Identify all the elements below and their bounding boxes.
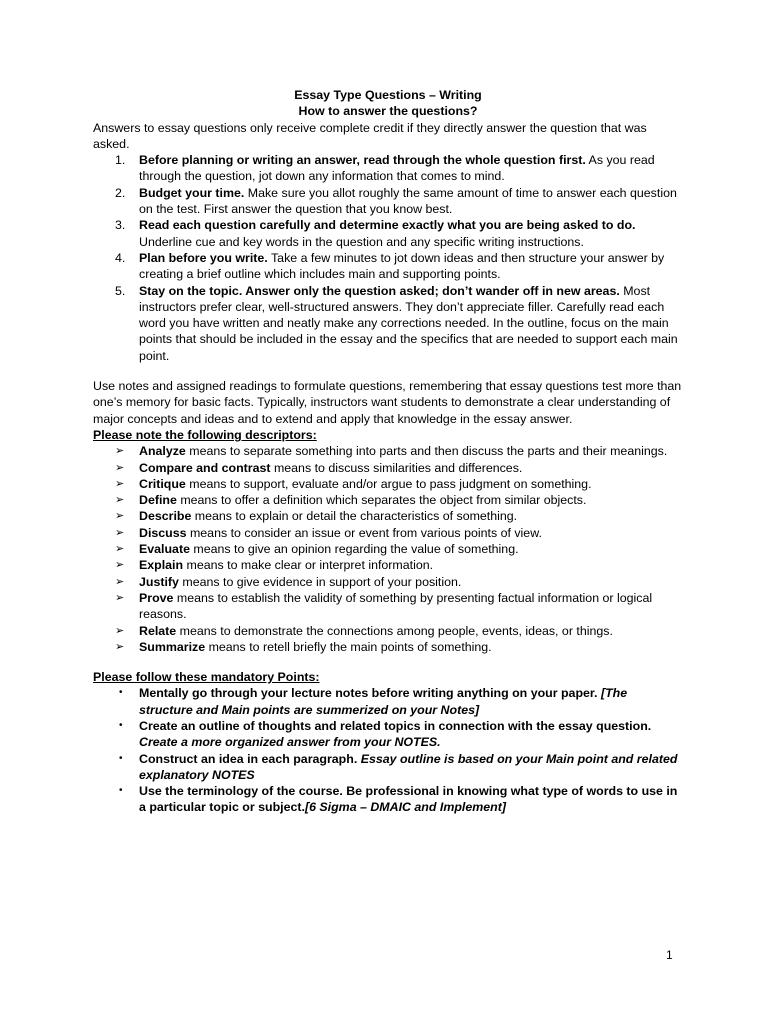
bullet-icon: • [119,687,123,699]
list-item [93,685,683,718]
step-text: As you read through the question, jot down any information that comes to mind. [139,153,655,184]
descriptor-term: Analyze [139,444,186,459]
list-item [93,476,683,492]
list-item [93,557,683,573]
page-number: 1 [666,948,673,962]
list-item [93,217,683,250]
step-text: Underline cue and key words in the question and any specific writing instructions. [139,234,584,249]
list-item [93,751,683,784]
descriptor-term: Justify [139,574,179,589]
descriptor-text: means to separate something into parts and then discuss the parts and their meanings. [185,444,668,459]
list-item [93,590,683,623]
descriptor-term: Explain [139,558,184,573]
step-heading: Read each question carefully and determine exactly what you are being asked to do. [139,218,636,233]
list-number: 3. [115,218,126,233]
descriptor-text: means to support, evaluate and/or argue to pass judgment on something. [185,476,592,491]
descriptor-term: Prove [139,590,174,605]
descriptor-text: means to offer a definition which separates the object from similar objects. [176,493,587,508]
list-item [93,492,683,508]
mandatory-italic: Create a more organized answer from your NOTES. [139,735,441,750]
step-heading: Plan before you write. [139,250,268,265]
descriptor-term: Summarize [139,639,206,654]
descriptors-list [93,443,683,655]
list-item [93,639,683,655]
descriptor-term: Define [139,493,177,508]
document-subtitle: How to answer the questions? [298,104,478,119]
mandatory-italic: Essay outline is based on your Main point and related explanatory NOTES [139,751,678,782]
descriptor-text: means to give evidence in support of your position. [178,574,462,589]
steps-list [93,152,683,364]
mandatory-italic: [6 Sigma – DMAIC and Implement] [304,800,506,815]
arrow-bullet-icon: ➢ [115,445,125,458]
mandatory-text: Create an outline of thoughts and related topics in connection with the essay question. [139,718,652,733]
spacer [93,655,683,669]
descriptor-text: means to give an opinion regarding the value of something. [189,542,519,557]
descriptor-term: Evaluate [139,542,190,557]
mandatory-italic: [The structure and Main points are summerized on your Notes] [139,686,628,717]
arrow-bullet-icon: ➢ [115,624,125,637]
arrow-bullet-icon: ➢ [115,543,125,556]
arrow-bullet-icon: ➢ [115,575,125,588]
step-text: Most instructors prefer clear, well-structured answers. They don’t appreciate filler. Carefully read each word you have written and neatly make any corrections needed. In the outline, focus on the main points that should be included in the essay and the specifics that are needed to support each main point. [139,283,678,363]
arrow-bullet-icon: ➢ [115,640,125,653]
arrow-bullet-icon: ➢ [115,510,125,523]
arrow-bullet-icon: ➢ [115,591,125,604]
list-number: 5. [115,283,126,298]
descriptor-term: Describe [139,509,192,524]
mandatory-text: Use the terminology of the course. Be professional in knowing what type of words to use in a particular topic or subject. [139,784,678,815]
bullet-icon: • [119,752,123,764]
document-title: Essay Type Questions – Writing [294,88,482,102]
descriptor-term: Critique [139,476,186,491]
list-number: 2. [115,185,126,200]
list-item [93,185,683,218]
descriptor-text: means to establish the validity of something by presenting factual information or logical reasons. [139,590,653,622]
arrow-bullet-icon: ➢ [115,461,125,474]
descriptor-term: Relate [139,623,177,638]
descriptor-text: means to discuss similarities and differences. [270,460,523,475]
arrow-bullet-icon: ➢ [115,526,125,539]
list-item [93,525,683,541]
step-heading: Stay on the topic. Answer only the question asked; don’t wander off in new areas. [139,283,620,298]
step-text: Take a few minutes to jot down ideas and then structure your answer by creating a brief outline which includes main and supporting points. [139,250,665,282]
mandatory-heading: Please follow these mandatory Points: [93,670,320,685]
spacer [93,364,683,378]
step-heading: Before planning or writing an answer, read through the whole question first. [139,153,586,168]
descriptors-heading: Please note the following descriptors: [93,427,317,442]
descriptor-text: means to demonstrate the connections among people, events, ideas, or things. [176,623,613,638]
list-number: 4. [115,250,126,265]
descriptor-text: means to retell briefly the main points of something. [205,639,492,654]
list-item [93,623,683,639]
arrow-bullet-icon: ➢ [115,559,125,572]
mandatory-text: Mentally go through your lecture notes before writing anything on your paper. [139,686,601,701]
descriptor-text: means to consider an issue or event from various points of view. [186,525,542,540]
list-number: 1. [115,153,126,168]
bullet-icon: • [119,719,123,731]
list-item [93,574,683,590]
list-item [93,250,683,283]
list-item [93,443,683,459]
list-item [93,783,683,816]
notes-paragraph: Use notes and assigned readings to formulate questions, remembering that essay questions test more than one’s memory for basic facts. Typically, instructors want students to demonstrate a clear understanding of major concepts and ideas and to extend and apply that knowledge in the essay answer. [93,379,682,426]
mandatory-text: Construct an idea in each paragraph. [139,751,361,766]
bullet-icon: • [119,785,123,797]
list-item [93,460,683,476]
descriptor-text: means to make clear or interpret information. [183,558,434,573]
intro-paragraph: Answers to essay questions only receive complete credit if they directly answer the question that was asked. [93,120,647,151]
descriptor-text: means to explain or detail the characteristics of something. [191,509,518,524]
list-item [93,152,683,185]
list-item [93,283,683,364]
descriptor-term: Discuss [139,525,187,540]
list-item [93,718,683,751]
arrow-bullet-icon: ➢ [115,494,125,507]
arrow-bullet-icon: ➢ [115,477,125,490]
descriptor-term: Compare and contrast [139,460,271,475]
list-item [93,541,683,557]
step-text: Make sure you allot roughly the same amount of time to answer each question on the test. First answer the question that you know best. [139,185,677,217]
mandatory-list [93,685,683,815]
list-item [93,508,683,524]
document-page [93,87,683,816]
step-heading: Budget your time. [139,185,245,200]
